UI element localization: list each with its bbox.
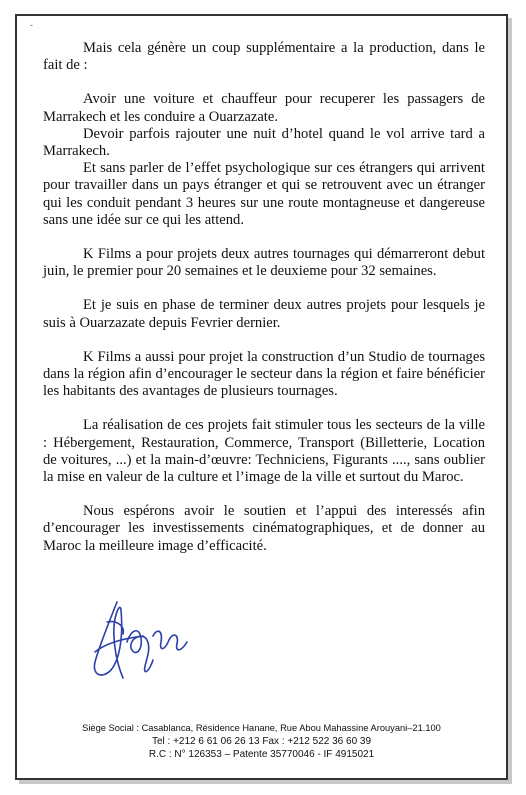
paragraph: K Films a aussi pour projet la construction d’un Studio de tournages dans la région afin d’encourager le secteur dans la région et faire bénéficier les habitants des avantages de plusieurs tournages.: [43, 348, 485, 400]
paragraph: Mais cela génère un coup supplémentaire a la production, dans le fait de :: [43, 40, 485, 74]
paragraph-gap: [43, 400, 485, 417]
paragraph-gap: [43, 74, 485, 91]
paragraph: Et sans parler de l’effet psychologique sur ces étrangers qui arrivent pour travailler dans un pays étranger et qui se retrouvent avec un étranger qui les conduit pendant 3 heures sur une route montagneuse et dangereuse sans une idée sur ce qui les attend.: [43, 160, 485, 228]
paragraph-gap: [43, 332, 485, 349]
letterhead-footer: [15, 722, 508, 761]
paragraph: K Films a pour projets deux autres tournages qui démarreront debut juin, le premier pour 20 semaines et le deuxieme pour 32 semaines.: [43, 246, 485, 280]
paragraph-gap: [43, 280, 485, 297]
paragraph: La réalisation de ces projets fait stimuler tous les secteurs de la ville : Hébergement, Restauration, Commerce, Transport (Billetterie, Location de voitures, ...) et la main-d’œuvre: Techniciens, Figurants ...., sans oublier la mise en valeur de la culture et l’image de la ville et surtout du Maroc.: [43, 417, 485, 486]
registry-numbers: R.C : N° 126353 – Patente 35770046 - IF 4915021: [148, 749, 375, 760]
corner-mark: -: [30, 20, 33, 30]
paragraph: Nous espérons avoir le soutien et l’appui des interessés afin d’encourager les investissements cinématographiques, et de donner au Maroc la meilleure image d’efficacité.: [43, 503, 485, 554]
paragraph-gap: [43, 229, 485, 246]
paragraph: Avoir une voiture et chauffeur pour recuperer les passagers de Marrakech et les conduire a Ouarzazate.: [43, 91, 485, 125]
company-address: Siège Social : Casablanca, Résidence Hanane, Rue Abou Mahassine Arouyani–21.100: [82, 723, 441, 733]
letter-body: [43, 40, 485, 555]
paragraph: Devoir parfois rajouter une nuit d’hotel quand le vol arrive tard a Marrakech.: [43, 125, 485, 160]
paragraph: Et je suis en phase de terminer deux autres projets pour lesquels je suis à Ouarzazate depuis Fevrier dernier.: [43, 297, 485, 331]
paragraph-gap: [43, 486, 485, 503]
contact-numbers: Tel : +212 6 61 06 26 13 Fax : +212 522 36 60 39: [151, 736, 372, 747]
handwritten-signature: [87, 592, 197, 692]
